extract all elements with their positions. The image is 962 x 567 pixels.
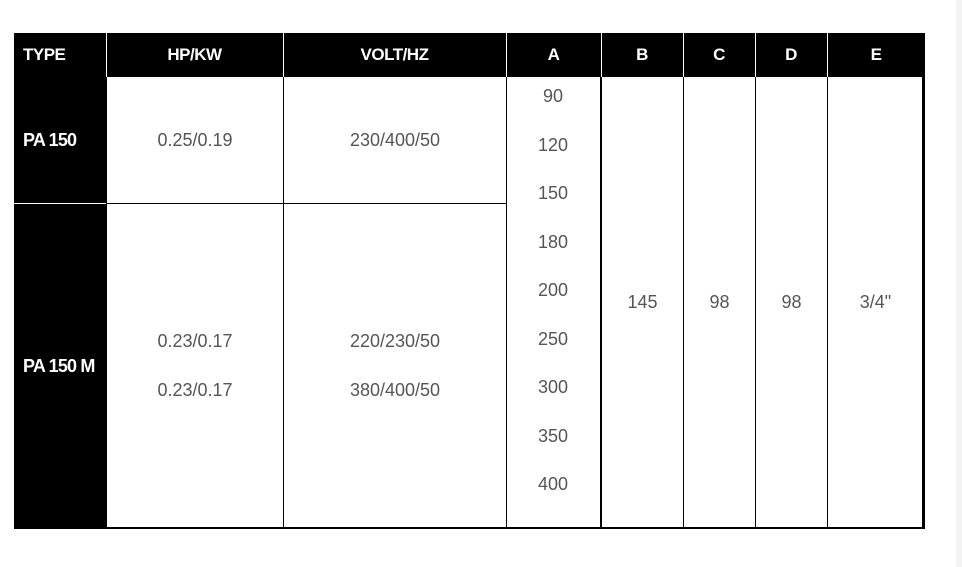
a-value: 250 — [537, 329, 569, 349]
page-scrollbar[interactable] — [956, 0, 962, 567]
header-type: TYPE — [14, 33, 106, 77]
a-value: 350 — [537, 426, 569, 446]
a-value: 200 — [537, 280, 569, 300]
header-e: E — [827, 33, 925, 77]
header-a: A — [506, 33, 601, 77]
row-type-pa150: PA 150 — [14, 77, 106, 203]
value-b: 145 — [602, 77, 683, 528]
value-d: 98 — [756, 77, 827, 528]
value-c: 98 — [684, 77, 755, 528]
a-value: 400 — [537, 474, 569, 494]
volt-hz-value: 380/400/50 — [349, 380, 441, 400]
hp-kw-value: 0.25/0.19 — [157, 129, 233, 150]
header-c: C — [683, 33, 755, 77]
header-volt-hz: VOLT/HZ — [283, 33, 506, 77]
header-hp-kw: HP/KW — [106, 33, 283, 77]
header-b: B — [601, 33, 683, 77]
volt-hz-value: 220/230/50 — [349, 331, 441, 351]
header-d: D — [755, 33, 827, 77]
dimensions-table — [14, 33, 925, 529]
value-e: 3/4" — [828, 77, 923, 528]
row-volt-hz-pa150 — [284, 77, 506, 203]
a-values-list — [506, 77, 600, 529]
hp-kw-value: 0.23/0.17 — [157, 331, 233, 351]
a-value: 90 — [542, 86, 564, 106]
row-volt-hz-pa150m — [284, 204, 506, 528]
a-value: 120 — [537, 135, 569, 155]
row-hp-kw-pa150m — [107, 204, 283, 528]
hp-kw-value: 0.23/0.17 — [157, 380, 233, 400]
a-value: 180 — [537, 232, 569, 252]
row-type-pa150m: PA 150 M — [14, 204, 106, 528]
a-value: 300 — [537, 377, 569, 397]
row-hp-kw-pa150 — [107, 77, 283, 203]
volt-hz-value: 230/400/50 — [349, 129, 441, 150]
a-value: 150 — [537, 183, 569, 203]
